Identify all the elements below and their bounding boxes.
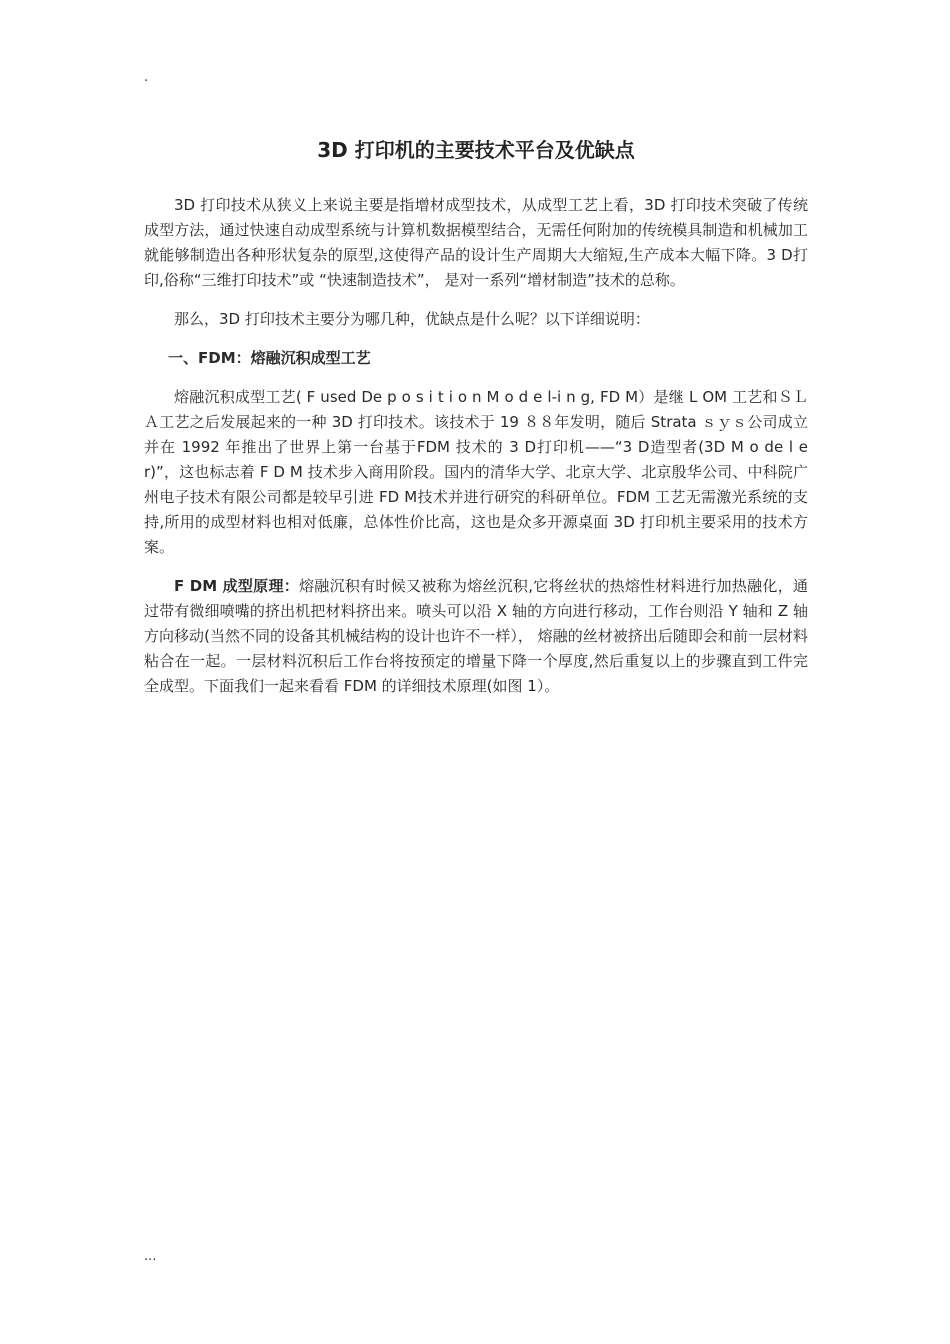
question-paragraph: 那么，3D 打印技术主要分为哪几种，优缺点是什么呢？以下详细说明：: [174, 310, 650, 328]
fdm-principle-label: F DM 成型原理：: [174, 577, 300, 595]
document-body: [144, 135, 808, 713]
fdm-principle-paragraph: [144, 574, 808, 699]
fdm-description-paragraph: 熔融沉积成型工艺( F used De p o s i t i o n M o d e l-i n g, FD M）是继 L OM 工艺和ＳＬＡ工艺之后发展起来的一种 3D 打印技术。该技术于 19 ８８年发明，随后 Strata ｓｙｓ公司成立并在 1992 年推出了世界上第一台基于FDM 技术的 3 D打印机——“3 D造型者(3D M o de l er)”，这也标志着 F D M 技术步入商用阶段。国内的清华大学、北京大学、北京殷华公司、中科院广州电子技术有限公司都是较早引进 FD M技术并进行研究的科研单位。FDM 工艺无需激光系统的支持,所用的成型材料也相对低廉，总体性价比高，这也是众多开源桌面 3D 打印机主要采用的技术方案。: [144, 388, 808, 556]
page-footer-mark: ...: [144, 1249, 157, 1264]
section-heading-fdm: 一、FDM：熔融沉积成型工艺: [168, 349, 371, 367]
page-header-mark: .: [144, 70, 149, 85]
fdm-principle-text: 熔融沉积有时候又被称为熔丝沉积,它将丝状的热熔性材料进行加热融化，通过带有微细喷嘴的挤出机把材料挤出来。喷头可以沿 X 轴的方向进行移动，工作台则沿 Y 轴和 Z 轴方向移动(当然不同的设备其机械结构的设计也许不一样）， 熔融的丝材被挤出后随即会和前一层材料粘合在一起。一层材料沉积后工作台将按预定的增量下降一个厚度,然后重复以上的步骤直到工件完全成型。下面我们一起来看看 FDM 的详细技术原理(如图 1）。: [144, 577, 808, 695]
document-title: 3D 打印机的主要技术平台及优缺点: [317, 138, 635, 162]
intro-paragraph: 3D 打印技术从狭义上来说主要是指增材成型技术，从成型工艺上看，3D 打印技术突破了传统成型方法，通过快速自动成型系统与计算机数据模型结合，无需任何附加的传统模具制造和机械加工就能够制造出各种形状复杂的原型,这使得产品的设计生产周期大大缩短,生产成本大幅下降。3 D打印,俗称“三维打印技术”或 “快速制造技术”， 是对一系列“增材制造”技术的总称。: [144, 196, 808, 289]
